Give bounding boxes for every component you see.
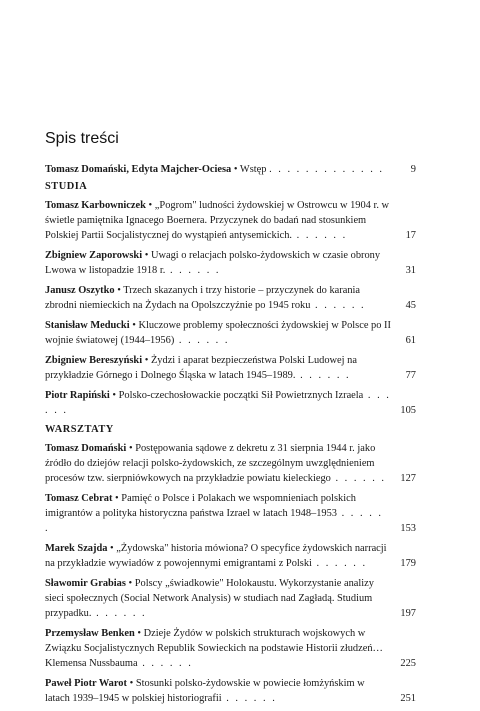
toc-entry[interactable] <box>45 353 416 383</box>
toc-title: Polsko-czechosłowackie początki Sił Powietrznych Izraela <box>118 390 364 401</box>
table-of-contents <box>45 162 416 711</box>
toc-title: Trzech skazanych i trzy historie – przyczynek do karania zbrodni niemieckich na Żydach na Opolszczyźnie po 1945 roku <box>45 285 361 311</box>
toc-separator: • <box>110 543 114 554</box>
toc-section-heading: STUDIA <box>45 181 88 192</box>
toc-title: „Żydowska" historia mówiona? O specyfice żydowskich narracji na przykładzie wywiadów z powojennymi emigrantami z Polski <box>45 543 387 569</box>
toc-author: Janusz Oszytko <box>45 285 115 296</box>
toc-page-number: 31 <box>405 265 416 276</box>
toc-leader-dots: . . . . . . <box>91 608 147 619</box>
toc-author: Piotr Rapiński <box>45 390 110 401</box>
toc-entry[interactable] <box>45 283 416 313</box>
toc-leader-dots: . . . . . . <box>221 693 277 704</box>
toc-page-number: 77 <box>405 370 416 381</box>
toc-leader-dots: . . . . . . <box>165 265 221 276</box>
toc-title: Żydzi i aparat bezpieczeństwa Polski Ludowej na przykładzie Górnego i Dolnego Śląska w latach 1945–1989. <box>45 355 357 381</box>
toc-page-number: 45 <box>405 300 416 311</box>
toc-entry[interactable] <box>45 388 416 418</box>
toc-author: Tomasz Cebrat <box>45 493 113 504</box>
toc-author: Paweł Piotr Warot <box>45 678 127 689</box>
toc-entry[interactable] <box>45 318 416 348</box>
toc-separator: • <box>117 285 121 296</box>
toc-leader-dots: . . . . . . <box>45 508 383 534</box>
toc-author: Sławomir Grabias <box>45 578 126 589</box>
toc-author: Tomasz Karbowniczek <box>45 200 146 211</box>
toc-author: Marek Szajda <box>45 543 108 554</box>
toc-page-number: 9 <box>410 164 416 175</box>
toc-separator: • <box>112 390 117 401</box>
toc-title: Polscy „świadkowie" Holokaustu. Wykorzystanie analizy sieci społecznych (Social Network Analysis) w studiach nad Zagładą. Studium przypadku. <box>45 578 374 619</box>
toc-page-number: 17 <box>405 230 416 241</box>
toc-title: Dzieje Żydów w polskich strukturach wojskowych w Związku Socjalistycznych Republik Sowieckich na podstawie Historii złudzeń… Klemensa Nussbauma <box>45 628 383 669</box>
page-title: Spis treści <box>45 130 119 147</box>
toc-separator: • <box>233 164 238 175</box>
toc-separator: • <box>128 443 133 454</box>
toc-separator: • <box>132 320 136 331</box>
toc-section-heading: WARSZTATY <box>45 424 114 435</box>
toc-title: Postępowania sądowe z dekretu z 31 sierpnia 1944 r. jako źródło do dziejów relacji polsko-żydowskich, ze szczególnym uwzględnieniem procesów tzw. sierpniówkowych na przykładzie powiatu kieleckiego <box>45 443 376 484</box>
toc-author: Tomasz Domański <box>45 443 127 454</box>
toc-separator: • <box>137 628 142 639</box>
toc-leader-dots: . . . . . . <box>137 658 193 669</box>
toc-title: Wstęp <box>239 164 267 175</box>
toc-page-number: 61 <box>405 335 416 346</box>
toc-page-number: 179 <box>400 558 416 569</box>
toc-title: „Pogrom" ludności żydowskiej w Ostrowcu w 1904 r. w świetle pamiętnika Ignacego Boernera. Przyczynek do badań nad stosunkiem Polskiej Partii Socjalistycznej do wystąpień antysemickich. <box>45 200 390 241</box>
toc-entry[interactable] <box>45 441 416 486</box>
toc-entry[interactable] <box>45 198 416 243</box>
toc-page-number: 105 <box>400 405 416 416</box>
toc-title: Kluczowe problemy społeczności żydowskiej w Polsce po II wojnie światowej (1944–1956) <box>45 320 391 346</box>
toc-leader-dots: . . . . . . <box>311 558 368 569</box>
toc-leader-dots: . . . . . . <box>174 335 230 346</box>
toc-leader-dots: . . . . . . <box>330 473 387 484</box>
toc-leader-dots: . . . . . . <box>292 230 348 241</box>
toc-leader-dots: . . . . . . <box>295 370 351 381</box>
toc-separator: • <box>128 578 133 589</box>
toc-page-number: 153 <box>400 523 416 534</box>
toc-entry[interactable] <box>45 576 416 621</box>
toc-entry[interactable] <box>45 676 416 706</box>
toc-separator: • <box>144 355 149 366</box>
toc-entry[interactable] <box>45 491 416 536</box>
toc-author: Stanisław Meducki <box>45 320 130 331</box>
toc-separator: • <box>129 678 134 689</box>
toc-entry-intro[interactable] <box>45 162 416 177</box>
toc-separator: • <box>115 493 119 504</box>
toc-page-number: 197 <box>400 608 416 619</box>
toc-author: Zbigniew Bereszyński <box>45 355 143 366</box>
toc-title: Uwagi o relacjach polsko-żydowskich w czasie obrony Lwowa w listopadzie 1918 r. <box>45 250 381 276</box>
toc-separator: • <box>144 250 149 261</box>
toc-entry[interactable] <box>45 626 416 671</box>
toc-leader-dots: . . . . . . <box>45 390 391 416</box>
toc-page-number: 251 <box>400 693 416 704</box>
toc-entry[interactable] <box>45 541 416 571</box>
toc-leader-dots: . . . . . . <box>310 300 366 311</box>
toc-author: Zbigniew Zaporowski <box>45 250 143 261</box>
toc-author: Przemysław Benken <box>45 628 135 639</box>
toc-entry[interactable] <box>45 248 416 278</box>
toc-author: Tomasz Domański, Edyta Majcher-Ociesa <box>45 164 232 175</box>
toc-separator: • <box>148 200 153 211</box>
toc-title: Stosunki polsko-żydowskie w powiecie łomżyńskim w latach 1939–1945 w polskiej historiografii <box>45 678 365 704</box>
toc-page-number: 225 <box>400 658 416 669</box>
toc-sections <box>45 180 416 706</box>
toc-leader-dots: . . . . . . . . . . . . . <box>269 164 385 175</box>
toc-page-number: 127 <box>400 473 416 484</box>
toc-title: Pamięć o Polsce i Polakach we wspomnieniach polskich imigrantów a polityka historyczna państwa Izrael w latach 1948–1953 <box>45 493 356 519</box>
